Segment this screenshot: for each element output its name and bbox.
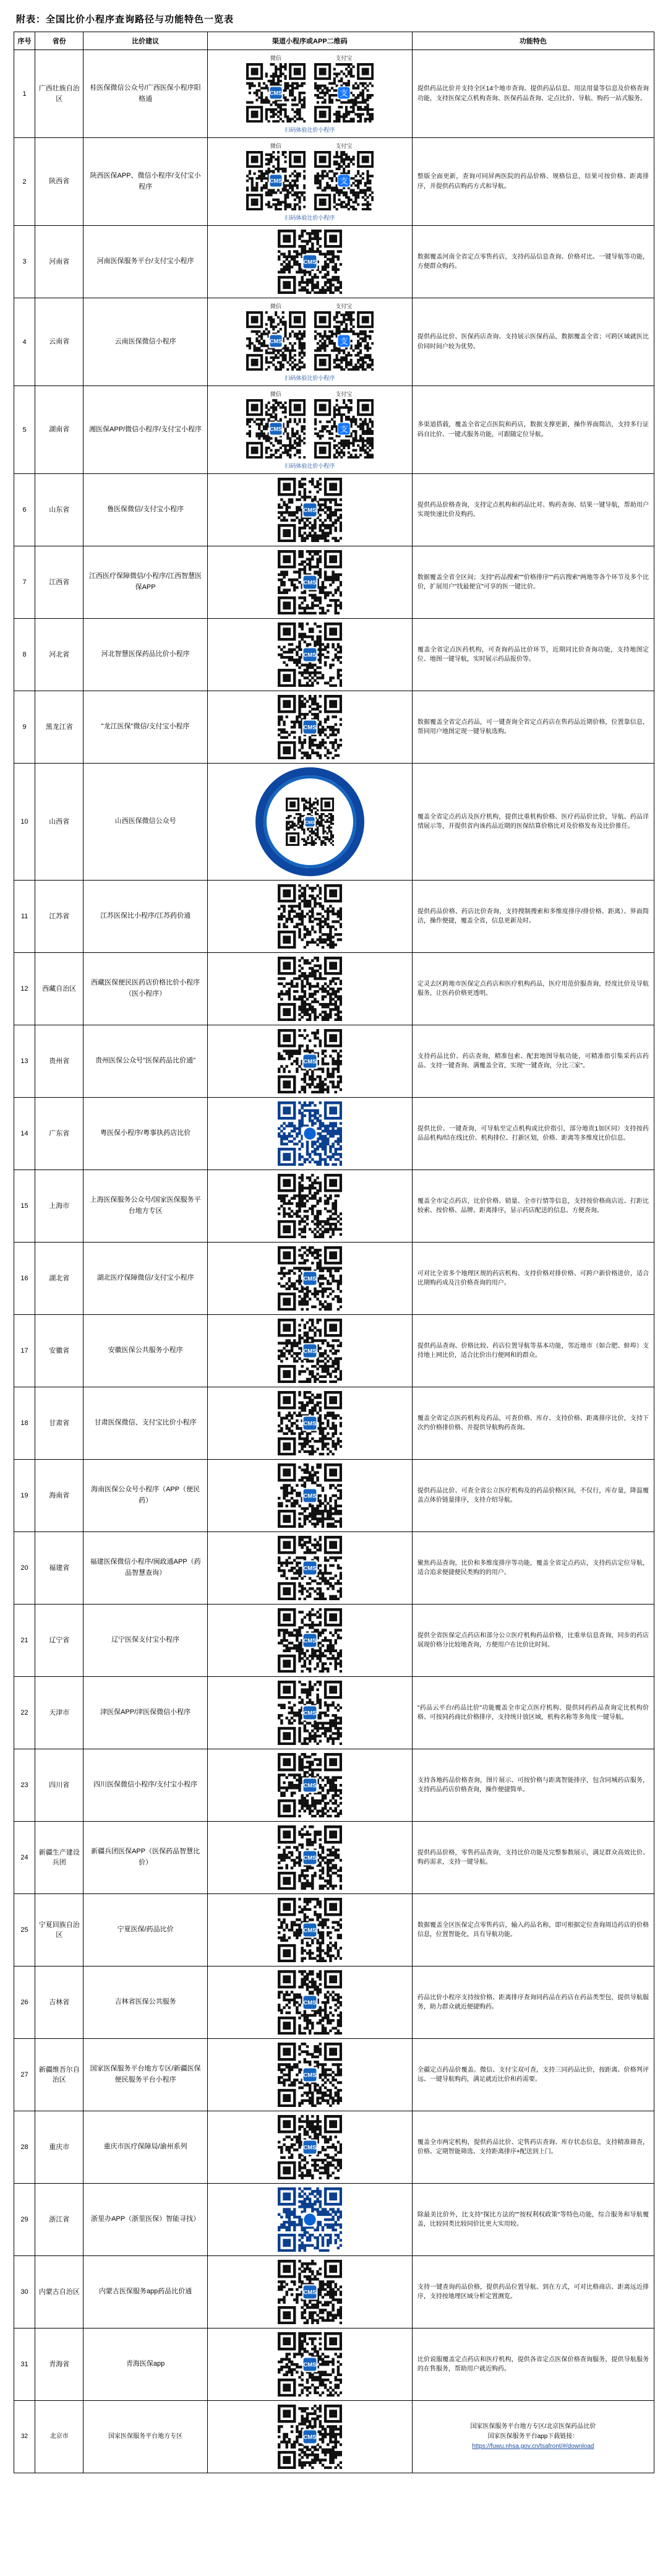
row-features: 提供药品价格查询，支持定点机构和药品比对、购药查询、结果一键导航，帮助用户实现快速比价及购药。	[412, 474, 654, 546]
table-row	[14, 50, 654, 138]
row-features: 提供药品查询、价格比较、药店位置导航等基本功能，邻近地市（如合肥、蚌埠）支持地上网比价，适合比价出行便网和的群众。	[412, 1315, 654, 1387]
download-line2: 国家医保服务平台app下载链接：	[487, 2433, 579, 2440]
row-channel-name: 甘肃医保微信、支付宝比价小程序	[84, 1387, 208, 1460]
row-features: 除最美比价外，比支持"探比方法的""按权利权政策"等特色功能，综合服务和导航覆盖，比较同类比较同价比更大实用较。	[412, 2184, 654, 2256]
row-index: 20	[14, 1532, 35, 1605]
row-index: 27	[14, 2039, 35, 2111]
row-qrcode-cell[interactable]	[207, 691, 412, 764]
table-row	[14, 1894, 654, 1966]
row-index: 16	[14, 1243, 35, 1315]
table-row	[14, 2401, 654, 2473]
row-features: "药品云平台/药品比价"功能覆盖全市定点医疗机构、提供同药药品查询定比机构价格、可按同药商比价格排序，支持统计放区域，机构名称等多角度一键导航。	[412, 1677, 654, 1749]
row-channel-name: 西藏医保便民医药店价格比价小程序（医小程序）	[84, 953, 208, 1025]
row-qrcode-cell[interactable]	[207, 2401, 412, 2473]
row-province: 福建省	[35, 1532, 84, 1605]
row-index: 2	[14, 138, 35, 226]
row-channel-name: 河北智慧医保药品比价小程序	[84, 619, 208, 691]
row-index: 13	[14, 1025, 35, 1098]
row-index: 25	[14, 1894, 35, 1966]
row-province: 黑龙江省	[35, 691, 84, 764]
row-index: 8	[14, 619, 35, 691]
row-qrcode-cell[interactable]	[207, 881, 412, 953]
svg-text:支: 支	[340, 337, 348, 347]
table-row	[14, 1677, 654, 1749]
table-row	[14, 1749, 654, 1822]
qr-code-支付宝[interactable]	[314, 142, 374, 210]
row-qrcode-cell[interactable]	[207, 1605, 412, 1677]
row-features: 提供药品比价并支持全区14个地市查询。提供药品信息、用法用量等信息及价格查询功能，支持医保定点机构查询、医保药品查询、定点比价、导航、购药一站式服务。	[412, 50, 654, 138]
table-row	[14, 1098, 654, 1170]
row-qrcode-cell[interactable]	[207, 138, 412, 226]
row-province: 青海省	[35, 2328, 84, 2401]
row-province: 山东省	[35, 474, 84, 546]
row-features: 整版全面更新，查询可同屏两医院的药品价格、规格信息，结果可按价格、距离排序，并提供药店购药方式和导航。	[412, 138, 654, 226]
row-channel-name: 桂医保微信公众号/广西医保小程序阳格通	[84, 50, 208, 138]
row-province: 重庆市	[35, 2111, 84, 2184]
row-province: 浙江省	[35, 2184, 84, 2256]
row-province: 江西省	[35, 546, 84, 619]
row-qrcode-cell[interactable]	[207, 1966, 412, 2039]
row-province: 辽宁省	[35, 1605, 84, 1677]
row-qrcode-cell[interactable]	[207, 2111, 412, 2184]
row-qrcode-cell[interactable]	[207, 226, 412, 298]
row-index: 4	[14, 298, 35, 386]
qr-code-微信[interactable]	[246, 142, 306, 210]
row-qrcode-cell[interactable]	[207, 546, 412, 619]
row-qrcode-cell[interactable]	[207, 1749, 412, 1822]
qr-caption: 微信	[270, 303, 281, 309]
svg-text:CMS: CMS	[270, 90, 282, 97]
svg-text:CMS: CMS	[270, 426, 282, 433]
row-province: 新疆维吾尔自治区	[35, 2039, 84, 2111]
row-index: 26	[14, 1966, 35, 2039]
row-features: 支持各地药品价格查询，图片展示、可按价格与距离智能排序，包含同城药店服务，支持药品药店价格查询，操作便捷简单。	[412, 1749, 654, 1822]
row-index: 22	[14, 1677, 35, 1749]
table-row	[14, 298, 654, 386]
download-info[interactable]	[412, 2401, 654, 2473]
row-qrcode-cell[interactable]	[207, 474, 412, 546]
col-province: 省份	[35, 32, 84, 50]
row-index: 29	[14, 2184, 35, 2256]
row-index: 3	[14, 226, 35, 298]
row-province: 山西省	[35, 764, 84, 881]
row-features: 药品比价小程序支持按价格、距离排序查询同药品在药店在药品类型包，提供导航服务，助力群众就近便捷购药。	[412, 1966, 654, 2039]
row-qrcode-cell[interactable]	[207, 764, 412, 881]
row-province: 甘肃省	[35, 1387, 84, 1460]
row-index: 9	[14, 691, 35, 764]
row-features: 数据覆盖河南全省定点零售药店，支持药品信息查询、价格对比、一键导航等功能，方便群众购药。	[412, 226, 654, 298]
row-province: 河北省	[35, 619, 84, 691]
col-index: 序号	[14, 32, 35, 50]
row-qrcode-cell[interactable]	[207, 1532, 412, 1605]
row-index: 31	[14, 2328, 35, 2401]
row-features: 覆盖全省定点医药机构，可查询药品比价环节，近期同比价查询功能，支持地图定位、地图一键导航，实时展示药品报价等。	[412, 619, 654, 691]
table-row	[14, 1532, 654, 1605]
row-index: 28	[14, 2111, 35, 2184]
page-title: 附表：全国比价小程序查询路径与功能特色一览表	[16, 14, 234, 25]
qr-caption: 微信	[270, 55, 281, 61]
row-channel-name: 山西医保微信公众号	[84, 764, 208, 881]
table-row	[14, 1387, 654, 1460]
row-province: 西藏自治区	[35, 953, 84, 1025]
row-channel-name: 新疆兵团医保APP（医保药品智慧比价）	[84, 1822, 208, 1894]
row-qrcode-cell[interactable]	[207, 1387, 412, 1460]
table-header-row	[14, 32, 654, 50]
row-index: 5	[14, 386, 35, 474]
row-province: 北京市	[35, 2401, 84, 2473]
row-province: 湖北省	[35, 1243, 84, 1315]
qr-note: 扫码体验比价小程序	[285, 375, 335, 381]
download-line1: 国家医保服务平台地方专区/北京医保药品比价	[470, 2423, 596, 2430]
row-channel-name: 陕西医保APP、微信小程序/支付宝小程序	[84, 138, 208, 226]
row-qrcode-cell[interactable]	[207, 1098, 412, 1170]
row-province: 陕西省	[35, 138, 84, 226]
row-features: 数据覆盖全省全区间；支持"药品搜索""价格排序""药店搜索"两地等各个环节及多个比价，扩展用户"找最便宜"可享的医一键比价。	[412, 546, 654, 619]
row-channel-name: 国家医保服务平台地方专区	[84, 2401, 208, 2473]
table-row	[14, 953, 654, 1025]
row-features: 支持一键查询药品价格，提供药品位置导航、到在方式，可对比格商店、距离远近排序，支持按地理区域分析定置测览。	[412, 2256, 654, 2328]
row-index: 17	[14, 1315, 35, 1387]
row-qrcode-cell[interactable]	[207, 1894, 412, 1966]
row-qrcode-cell[interactable]	[207, 953, 412, 1025]
comparison-table	[14, 32, 654, 2473]
svg-text:支: 支	[340, 177, 348, 186]
row-channel-name: 国家医保服务平台地方专区/新疆医保便民服务平台小程序	[84, 2039, 208, 2111]
qr-caption: 支付宝	[335, 55, 353, 61]
table-row	[14, 2039, 654, 2111]
row-channel-name: 河南医保服务平台/支付宝小程序	[84, 226, 208, 298]
col-qrcode: 渠道小程序或APP二维码	[207, 32, 412, 50]
row-channel-name: 云南医保微信小程序	[84, 298, 208, 386]
row-features: 数据覆盖全区医保定点零售药店，输入药品名称，即可根据定位查询周边药店的价格信息，位置智能化，具有导航功能。	[412, 1894, 654, 1966]
row-features: 定灵去区跨地市医保定点药店和医疗机构药品，医疗用范价服查询，经度比价及导航服务，让医药价格更透明。	[412, 953, 654, 1025]
row-qrcode-cell[interactable]	[207, 1243, 412, 1315]
row-features: 多渠道搭载，覆盖全省定点医院和药店，数据支撑更新，操作界面简洁，支持多行证码自比价、一键式服务功能，可跟随定位导航。	[412, 386, 654, 474]
svg-text:CMS: CMS	[303, 652, 317, 659]
row-province: 云南省	[35, 298, 84, 386]
row-province: 海南省	[35, 1460, 84, 1532]
row-index: 23	[14, 1749, 35, 1822]
qr-code-支付宝[interactable]	[314, 302, 374, 371]
table-row	[14, 546, 654, 619]
row-qrcode-cell[interactable]	[207, 2256, 412, 2328]
row-index: 30	[14, 2256, 35, 2328]
row-features: 全疆定点药品价覆盖。微信、支付宝双可查，支持三同药品比价，按距离、价格判评远、一键导航购药，满足就近比价和药需要。	[412, 2039, 654, 2111]
svg-text:CMS: CMS	[303, 259, 317, 266]
row-qrcode-cell[interactable]	[207, 386, 412, 474]
row-features: 覆盖全市定点药店，比价价格、销量、全市行情等信息，支持按价格商店近、打距比较索、按价格、品牌、距离排序，显示药店配送的信息、方便查询。	[412, 1170, 654, 1243]
row-channel-name: 海南医保公众号小程序（APP（便民药）	[84, 1460, 208, 1532]
row-index: 32	[14, 2401, 35, 2473]
row-qrcode-cell[interactable]	[207, 1460, 412, 1532]
table-row	[14, 1025, 654, 1098]
row-channel-name: 青海医保app	[84, 2328, 208, 2401]
row-province: 吉林省	[35, 1966, 84, 2039]
row-index: 7	[14, 546, 35, 619]
row-channel-name: 贵州医保公众号"医保药品比价通"	[84, 1025, 208, 1098]
row-index: 12	[14, 953, 35, 1025]
row-features: 提供药品价格、药店比价查询，支持搜制搜索和多维度排序/排价格、距离）、界面简洁，操作便捷，覆盖全省，信息更新及时。	[412, 881, 654, 953]
row-qrcode-cell[interactable]	[207, 2039, 412, 2111]
row-index: 21	[14, 1605, 35, 1677]
row-features: 覆盖全市两定机构，提供药品比价、定售药店查询、库存状态信息，支持精准筛查，价格、定期智能筛选、支持距离排序+配送到上门。	[412, 2111, 654, 2184]
row-features: 覆盖全省定点药店及医疗机构，提供比重机构价格、医疗药品价比价，导航、药品详情展示等，并提供省内该药品近期的医保结算价格比对及价格发布及比价推任。	[412, 764, 654, 881]
row-features: 提供药品价格，零售药品查询，支持比价功能及完整参数展示，满足群众高效比价、购药需求，支持一键导航。	[412, 1822, 654, 1894]
table-row	[14, 2328, 654, 2401]
row-index: 19	[14, 1460, 35, 1532]
row-features: 数据覆盖全省定点药品，可一键查询全省定点药店在售药品近期价格，位置靠信息，帮同用户地图定现一键导航选购。	[412, 691, 654, 764]
row-qrcode-cell[interactable]	[207, 619, 412, 691]
row-province: 四川省	[35, 1749, 84, 1822]
table-row	[14, 1170, 654, 1243]
qr-note: 扫码体验比价小程序	[285, 215, 335, 221]
row-province: 安徽省	[35, 1315, 84, 1387]
table-row	[14, 1315, 654, 1387]
row-channel-name: 湘医保APP/微信小程序/支付宝小程序	[84, 386, 208, 474]
row-channel-name: 江苏医保比小程序/江苏药价通	[84, 881, 208, 953]
row-channel-name: 宁夏医保/药品比价	[84, 1894, 208, 1966]
qr-code-微信[interactable]	[246, 302, 306, 371]
table-row	[14, 386, 654, 474]
row-channel-name: 鲁医保微信/支付宝小程序	[84, 474, 208, 546]
svg-text:CMS: CMS	[270, 178, 282, 184]
table-row	[14, 619, 654, 691]
row-channel-name: 津医保APP/津医保微信小程序	[84, 1677, 208, 1749]
qr-note: 扫码体验比价小程序	[285, 463, 335, 469]
row-qrcode-cell[interactable]	[207, 2328, 412, 2401]
row-features: 提供全省医保定点药店和部分公立医疗机构药品价格，比重单信息查询，同步的药店展现价格分比较地查询，方便用户在比价比时间。	[412, 1605, 654, 1677]
table-row	[14, 691, 654, 764]
row-features: 支持药品比价、药店查询，精准包索、配套地图导航功能，可精准指引集采药店药品、支持一键查询、满覆盖全省，实现"一键查询，分比三家"。	[412, 1025, 654, 1098]
table-header	[14, 32, 654, 50]
qr-caption: 微信	[270, 391, 281, 397]
row-index: 1	[14, 50, 35, 138]
table-row	[14, 1243, 654, 1315]
download-link[interactable]: https://fuwu.nhsa.gov.cn/tsafront/#/download	[472, 2443, 594, 2450]
row-qrcode-cell[interactable]	[207, 50, 412, 138]
col-suggestion: 比价建议	[84, 32, 208, 50]
row-province: 内蒙古自治区	[35, 2256, 84, 2328]
svg-text:CMS: CMS	[304, 819, 315, 825]
row-features: 提供药品比价、可查全省公立医疗机构及的药品价格区间，不仅行，库存量，降温覆盖点体价链量排序，支持介绍导航。	[412, 1460, 654, 1532]
row-qrcode-cell[interactable]	[207, 1025, 412, 1098]
row-province: 河南省	[35, 226, 84, 298]
svg-text:CMS: CMS	[270, 338, 282, 345]
svg-text:CMS: CMS	[303, 507, 317, 514]
row-channel-name: 粤医保小程序/粤事执药店比价	[84, 1098, 208, 1170]
qr-caption: 微信	[270, 143, 281, 149]
svg-text:支: 支	[340, 89, 348, 98]
qr-code-支付宝[interactable]	[314, 390, 374, 459]
svg-text:支: 支	[340, 425, 348, 434]
row-qrcode-cell[interactable]	[207, 1822, 412, 1894]
table-row	[14, 1822, 654, 1894]
svg-text:CMS: CMS	[303, 724, 317, 731]
qr-code-微信[interactable]	[246, 390, 306, 459]
svg-text:CMS: CMS	[303, 579, 317, 587]
row-qrcode-cell[interactable]	[207, 1170, 412, 1243]
row-features: 提供比价、一键查询，可导航至定点机构或比价指引，部分地贵1加区同）支持按药品品机构/结在线比价、机构排位、打新区划，价格、距离等多维度比价信息。	[412, 1098, 654, 1170]
row-features: 提供药品比价、医保药店查询、支持展示医保药品，数据覆盖全省；可跨区域就医比价同时间户较为优势。	[412, 298, 654, 386]
qr-note: 扫码体验比价小程序	[285, 127, 335, 133]
row-features: 覆盖全省定点医药机构及药品，可查价格、库存、支持价格、距离排序比价，支持下次约价格排价格、并提供导航购药查询。	[412, 1387, 654, 1460]
row-index: 18	[14, 1387, 35, 1460]
row-qrcode-cell[interactable]	[207, 1677, 412, 1749]
row-channel-name: 重庆市医疗保障局/渝州系列	[84, 2111, 208, 2184]
table-row	[14, 1605, 654, 1677]
table-row	[14, 881, 654, 953]
row-province: 广东省	[35, 1098, 84, 1170]
qr-code-微信[interactable]	[246, 54, 306, 123]
table-row	[14, 1966, 654, 2039]
row-features: 聚焦药品查询，比价和多维度排序等功能，覆盖全省定点药店，支持药店定位导航，适合追求便捷便民类购的的用户。	[412, 1532, 654, 1605]
row-province: 宁夏回族自治区	[35, 1894, 84, 1966]
table-row	[14, 474, 654, 546]
row-channel-name: 内蒙古医保服务app药品比价通	[84, 2256, 208, 2328]
row-channel-name: 安徽医保公共服务小程序	[84, 1315, 208, 1387]
row-qrcode-cell[interactable]	[207, 298, 412, 386]
row-province: 湖南省	[35, 386, 84, 474]
row-index: 14	[14, 1098, 35, 1170]
table-row	[14, 1460, 654, 1532]
qr-caption: 支付宝	[335, 303, 353, 309]
table-row	[14, 764, 654, 881]
row-province: 天津市	[35, 1677, 84, 1749]
row-index: 6	[14, 474, 35, 546]
row-province: 贵州省	[35, 1025, 84, 1098]
qr-code-支付宝[interactable]	[314, 54, 374, 123]
row-channel-name: 辽宁医保支付宝小程序	[84, 1605, 208, 1677]
row-channel-name: 上海医保服务公众号/国家医保服务平台地方专区	[84, 1170, 208, 1243]
qr-caption: 支付宝	[335, 391, 353, 397]
table-row	[14, 2184, 654, 2256]
table-row	[14, 2256, 654, 2328]
row-channel-name: 湖北医疗保障微信/支付宝小程序	[84, 1243, 208, 1315]
table-body	[14, 50, 654, 2473]
qr-caption: 支付宝	[335, 143, 353, 149]
row-qrcode-cell[interactable]	[207, 1315, 412, 1387]
row-channel-name: 吉林省医保公共服务	[84, 1966, 208, 2039]
row-index: 11	[14, 881, 35, 953]
table-row	[14, 226, 654, 298]
row-province: 上海市	[35, 1170, 84, 1243]
row-province: 广西壮族自治区	[35, 50, 84, 138]
col-features: 功能特色	[412, 32, 654, 50]
row-channel-name: 四川医保微信小程序/支付宝小程序	[84, 1749, 208, 1822]
row-features: 可对比全省多个地理区规的药店机构、支持价格对排价格、可跨户新价格进价，适合比期购药成及注价格查询的用户。	[412, 1243, 654, 1315]
row-index: 24	[14, 1822, 35, 1894]
row-province: 江苏省	[35, 881, 84, 953]
row-province: 新疆生产建设兵团	[35, 1822, 84, 1894]
row-channel-name: "龙江医保"微信/支付宝小程序	[84, 691, 208, 764]
row-features: 比价说服覆盖定点药店和医疗机构，提供各省定点医保价格查询服务，提供导航服务的在售服务，帮助用户就近购药。	[412, 2328, 654, 2401]
row-channel-name: 江西医疗保障微信/小程序/江西智慧医保APP	[84, 546, 208, 619]
table-row	[14, 138, 654, 226]
row-index: 15	[14, 1170, 35, 1243]
row-qrcode-cell[interactable]	[207, 2184, 412, 2256]
row-channel-name: 浙里办APP（浙里医保）智能寻找）	[84, 2184, 208, 2256]
row-channel-name: 福建医保微信小程序/闽政通APP（药品智慧查询）	[84, 1532, 208, 1605]
row-index: 10	[14, 764, 35, 881]
table-row	[14, 2111, 654, 2184]
